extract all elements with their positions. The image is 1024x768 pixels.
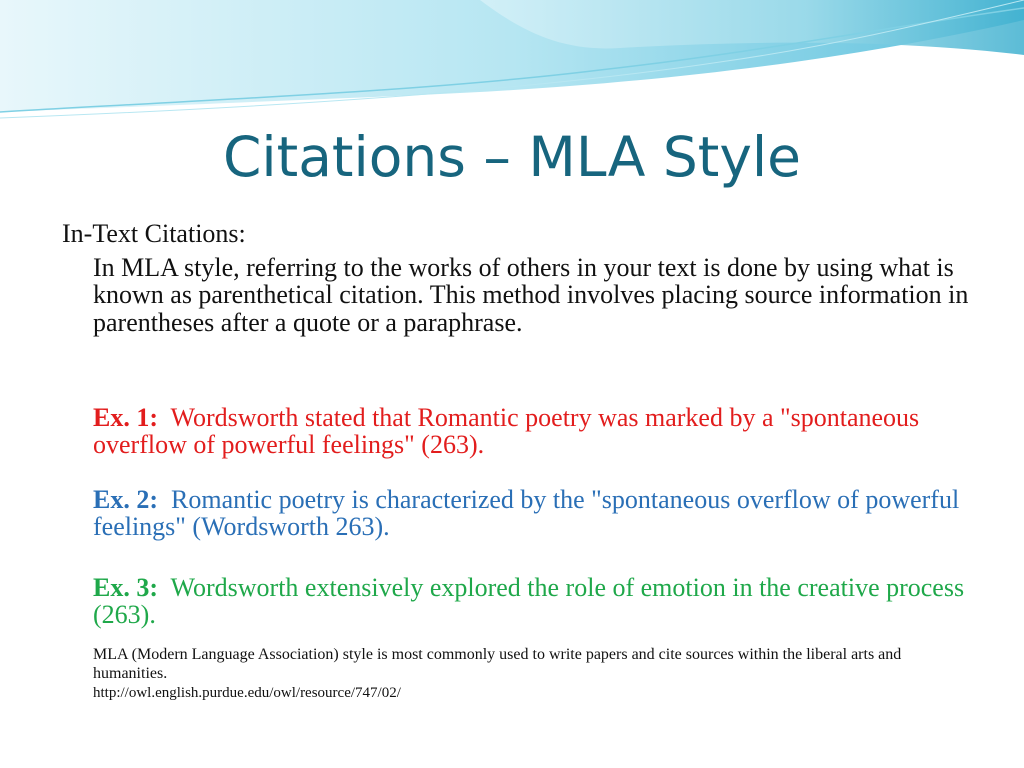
example-2-label: Ex. 2:: [93, 485, 158, 514]
in-text-citations-heading: In-Text Citations:: [62, 219, 246, 248]
example-1-label: Ex. 1:: [93, 403, 158, 432]
example-3-label: Ex. 3:: [93, 573, 158, 602]
intro-paragraph: In MLA style, referring to the works of others in your text is done by using what is known as parenthetical citation. This method involves placing source information in parentheses after a quote or a paraphrase.: [93, 253, 969, 337]
example-1-text: Wordsworth stated that Romantic poetry was marked by a "spontaneous overflow of powerful feelings" (263).: [93, 403, 920, 460]
slide-title: Citations – MLA Style: [222, 125, 802, 189]
mla-note: MLA (Modern Language Association) style is most commonly used to write papers and cite sources within the liberal arts and humanities.: [93, 646, 902, 683]
example-1: [93, 404, 973, 459]
example-2: [93, 486, 973, 541]
decorative-wave-banner: [0, 0, 1024, 140]
example-3: [93, 574, 973, 629]
example-3-text: Wordsworth extensively explored the role of emotion in the creative process (263).: [93, 573, 965, 630]
source-url[interactable]: http://owl.english.purdue.edu/owl/resource/747/02/: [93, 685, 401, 701]
example-2-text: Romantic poetry is characterized by the "spontaneous overflow of powerful feelings" (Wordsworth 263).: [93, 485, 960, 542]
